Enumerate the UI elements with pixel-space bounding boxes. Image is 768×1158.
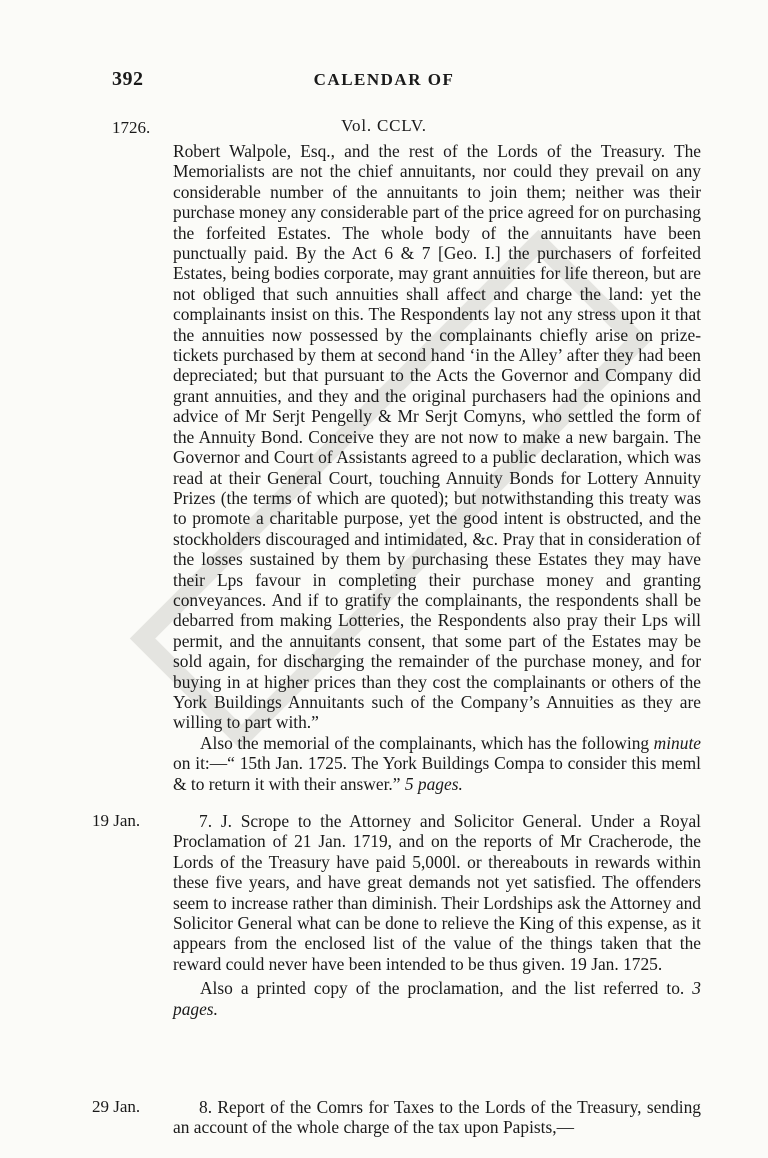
volume-heading: Vol. CCLV. — [341, 116, 427, 135]
entry-8-paragraph: 8. Report of the Comrs for Taxes to the Lords of the Treasury, sending an account of the whole charge of the tax upon Papists,— — [173, 1097, 701, 1138]
margin-year: 1726. — [112, 118, 151, 137]
page-header — [0, 0, 768, 100]
enclosure-text: Also a printed copy of the proclamation, and the list referred to. — [200, 978, 685, 999]
note-minute-word: minute — [653, 732, 701, 753]
entry-7 — [173, 811, 701, 1019]
note-pages: 5 pages. — [404, 773, 463, 794]
entry-7-paragraph: 7. J. Scrope to the Attorney and Solicitor General. Under a Royal Proclamation of 21 Jan. 1719, and on the reports of Mr Cracherode, the Lords of the Treasury have paid 5,000l. or thereabouts in rewards within these five years, and have great demands not yet satisfied. The offenders seem to increase rather than diminish. Their Lordships ask the Attorney and Solicitor General what can be done to relieve the King of this expense, as it appears from the enclosed list of the value of the things taken that the reward could never have been intended to be thus given. 19 Jan. 1725. — [173, 811, 701, 974]
entry-6-memorial-note — [173, 733, 701, 794]
page-number: 392 — [112, 68, 144, 90]
entry-6-paragraph: Robert Walpole, Esq., and the rest of the Lords of the Treasury. The Memorialists are not the chief annuitants, nor could they prevail on any considerable number of the annuitants to join them; neither was their purchase money any considerable part of the price agreed for on purchasing the forfeited Estates. The whole body of the annuitants have been punctually paid. By the Act 6 & 7 [Geo. I.] the purchasers of forfeited Estates, being bodies corporate, may grant annuities for life thereon, but are not obliged that such annuities shall affect and charge the land: yet the complainants insist on this. The Respondents lay not any stress upon it that the annuities now possessed by the complainants chiefly arise on prize-tickets purchased by them at second hand ‘in the Alley’ after they had been depreciated; but that pursuant to the Acts the Governor and Company did grant annuities, and they and the original purchasers had the opinions and advice of Mr Serjt Pengelly & Mr Serjt Comyns, who settled the form of the Annuity Bond. Conceive they are not now to make a new bargain. The Governor and Court of Assistants agreed to a public declaration, which was read at their General Court, touching Annuity Bonds for Lottery Annuity Prizes (the terms of which are quoted); but notwithstanding this treaty was to promote a charitable purpose, yet the good intent is obstructed, and the stockholders discouraged and intimidated, &c. Pray that in consideration of the losses sustained by them by purchasing these Estates they may have their Lps favour in completing their purchase money and granting conveyances. And if to gratify the complainants, the respondents shall be debarred from making Lotteries, the Respondents also pray their Lps will permit, and the annuitants consent, that some part of the Estates may be sold again, for discharging the remainder of the purchase money, and for buying in at higher prices than they cost the complainants or others of the York Buildings Annuitants such of the Company’s Annuities as they are willing to part with.” — [173, 141, 701, 733]
entry-8 — [173, 1097, 701, 1138]
entry-8-date: 29 Jan. — [92, 1097, 141, 1116]
note-text-b: on it:—“ 15th Jan. 1725. The York Buildings Compa to consider this meml & to return it with their answer.” — [173, 753, 701, 794]
entry-6 — [173, 141, 701, 794]
enclosure-pages: 3 pages. — [173, 978, 701, 1019]
running-title: CALENDAR OF — [313, 70, 455, 89]
entry-7-enclosure-note — [173, 978, 701, 1019]
entry-7-date: 19 Jan. — [92, 811, 141, 830]
note-text-a: Also the memorial of the complainants, which has the following — [200, 732, 650, 753]
